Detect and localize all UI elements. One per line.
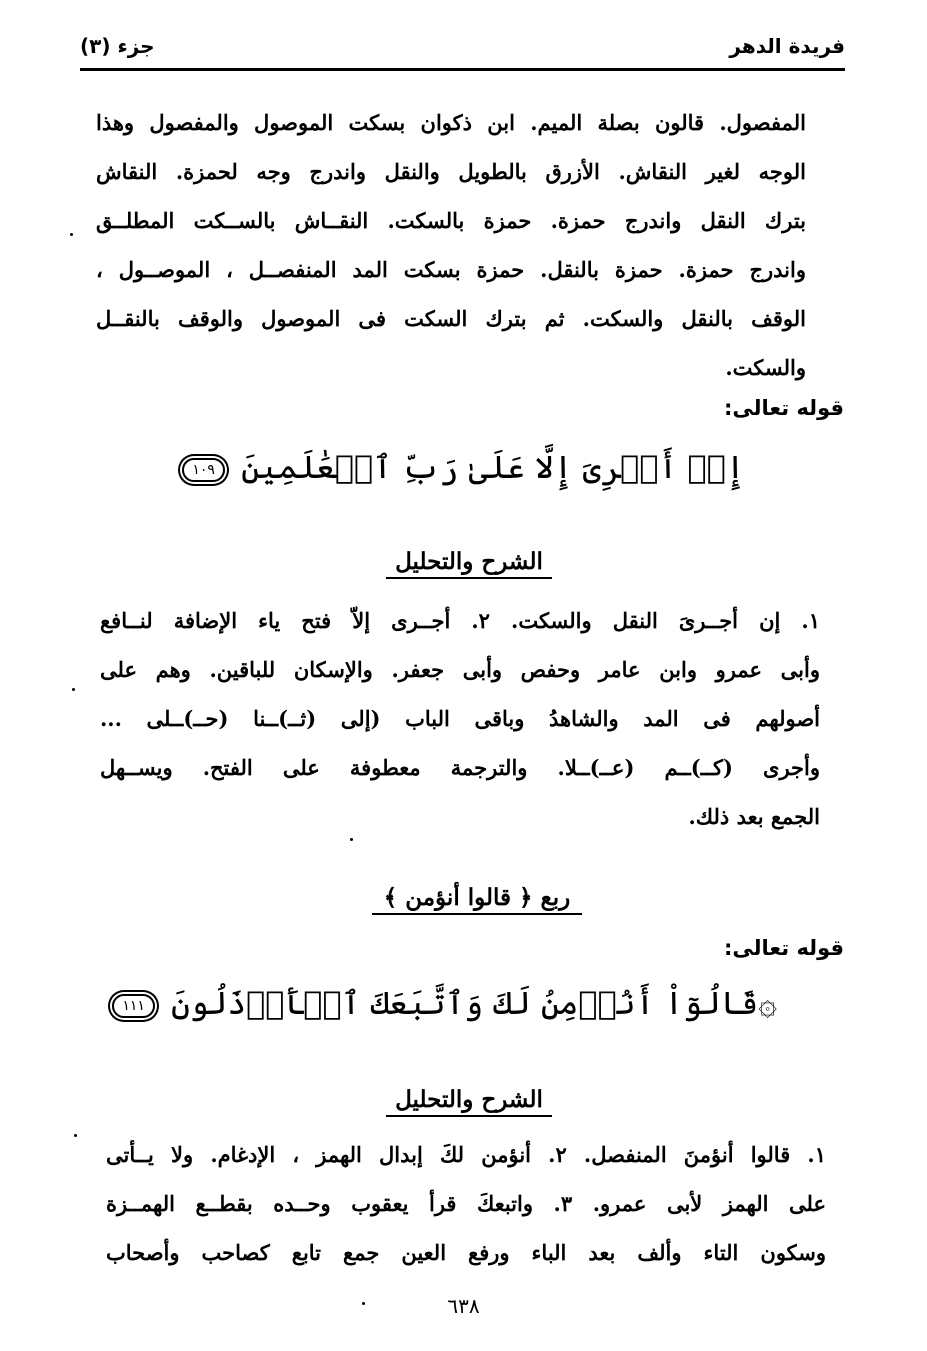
text-line: وأجرى (كــ)ــم (عــ)ــلا. والترجمة معطوفة على الفتح. ويســهل	[100, 755, 820, 780]
text-line: ١. قالوا أنؤمنَ المنفصل. ٢. أنؤمن لكَ إبدال الهمز ، الإدغام. ولا يــأتى	[106, 1142, 826, 1167]
text-line: وسكون التاء وألف بعد الباء ورفع العين جمع تابع كصاحب وأصحاب	[106, 1240, 826, 1265]
text-line: الوقف بالنقل والسكت. ثم بترك السكت فى الموصول والوقف بالنقــل	[96, 306, 806, 331]
text-line: بترك النقل واندرج حمزة. حمزة بالسكت. النقــاش بالســكت المطلــق	[96, 208, 806, 233]
paragraph-commentary-1	[96, 98, 806, 392]
scan-speck	[362, 1302, 365, 1305]
text-line: على الهمز لأبى عمرو. ٣. واتبعكَ قرأ يعقوب وحــده بقطــع الهمــزة	[106, 1191, 826, 1216]
text-line: الوجه لغير النقاش. الأزرق بالطويل والنقل واندرج وجه لحمزة. النقاش	[96, 159, 806, 184]
scan-speck	[72, 688, 75, 691]
scan-speck	[350, 838, 353, 841]
qawluhu-label: قوله تعالى:	[723, 936, 844, 960]
text-line: الجمع بعد ذلك.	[688, 804, 820, 829]
ayah-number-marker: ١١١	[112, 994, 155, 1018]
text-line: واندرج حمزة. حمزة بالنقل. حمزة بسكت المد المنفصــل ، الموصــول ،	[96, 257, 806, 282]
running-header	[80, 28, 845, 68]
part-label: جزء (٣)	[80, 34, 155, 58]
verse-text: إِنۡ أَجۡرِىَ إِلَّا عَلَىٰ رَبِّ ٱلۡعَٰلَمِينَ	[241, 448, 745, 486]
section-heading: الشرح والتحليل	[386, 1086, 552, 1117]
paragraph-commentary-3	[106, 1130, 826, 1277]
ayah-number-marker: ١٠٩	[182, 458, 225, 482]
text-line: ١. إن أجــرىَ النقل والسكت. ٢. أجــرى إلاّ فتح ياء الإضافة لنــافع	[100, 608, 820, 633]
quran-verse	[122, 984, 777, 1022]
paragraph-commentary-2	[100, 596, 820, 841]
scan-speck	[74, 1134, 77, 1137]
qawluhu-label: قوله تعالى:	[723, 396, 844, 420]
page-number: ٦٣٨	[447, 1294, 480, 1318]
header-rule	[80, 68, 845, 71]
text-line: المفصول. قالون بصلة الميم. ابن ذكوان بسكت الموصول والمفصول وهذا	[96, 110, 806, 135]
text-line: والسكت.	[725, 355, 806, 380]
verse-text: ۞قَالُوٓاْ أَنُؤۡمِنُ لَكَ وَٱتَّبَعَكَ ٱلۡأَرۡذَلُونَ	[171, 984, 777, 1022]
scan-speck	[70, 233, 73, 236]
text-line: أصولهم فى المد والشاهدُ وباقى الباب (إلى (ثــ)ــنا (حــ)ــلى ...	[100, 706, 820, 731]
text-line: وأبى عمرو وابن عامر وحفص وأبى جعفر. والإسكان للباقين. وهم على	[100, 657, 820, 682]
quran-verse	[150, 448, 777, 486]
section-heading-rub: ربع ﴿ قالوا أنؤمن ﴾	[372, 884, 582, 915]
section-heading: الشرح والتحليل	[386, 548, 552, 579]
book-title: فريدة الدهر	[729, 34, 845, 58]
